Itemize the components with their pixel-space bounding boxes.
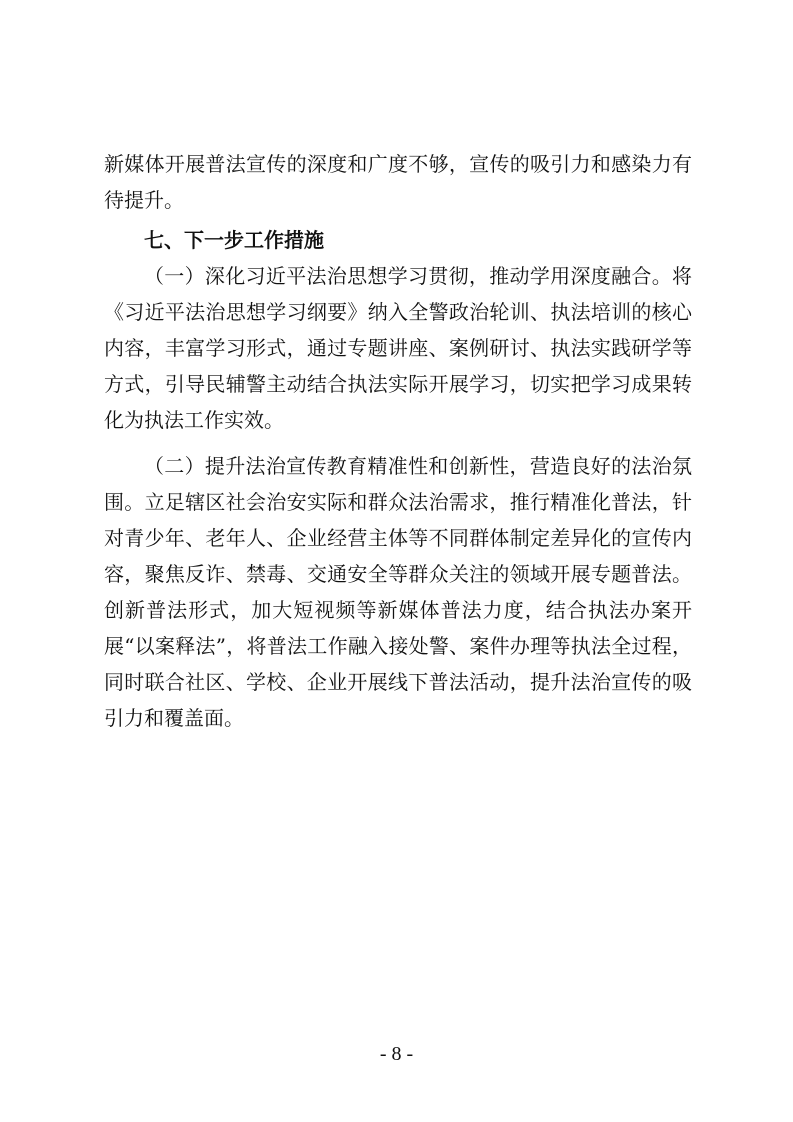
measure-2-body: 立足辖区社会治安实际和群众法治需求，推行精准化普法，针对青少年、老年人、企业经营主体等不同群体制定差异化的宣传内容，聚焦反诈、禁毒、交通安全等群众关注的领域开展专题普法。创新普法形式，加大短视频等新媒体普法力度，结合执法办案开展“以案释法”，将普法工作融入接处警、案件办理等执法全过程，同时联合社区、学校、企业开展线下普法活动，提升法治宣传的吸引力和覆盖面。 <box>104 490 693 730</box>
page-number: - 8 - <box>379 1043 414 1065</box>
measure-1-body: 将《习近平法治思想学习纲要》纳入全警政治轮训、执法培训的核心内容，丰富学习形式，通过专题讲座、案例研讨、执法实践研学等方式，引导民辅警主动结合执法实际开展学习，切实把学习成果转化为执法工作实效。 <box>104 264 692 432</box>
measure-2-lead: （二）提升法治宣传教育精准性和创新性，营造良好的法治氛围。 <box>104 454 692 514</box>
measure-1-paragraph <box>104 258 692 438</box>
paragraph-continuation: 新媒体开展普法宣传的深度和广度不够，宣传的吸引力和感染力有待提升。 <box>104 152 692 212</box>
section-heading: 七、下一步工作措施 <box>144 228 324 252</box>
measure-1-lead: （一）深化习近平法治思想学习贯彻，推动学用深度融合。 <box>144 264 672 288</box>
measure-2-paragraph <box>104 448 692 736</box>
